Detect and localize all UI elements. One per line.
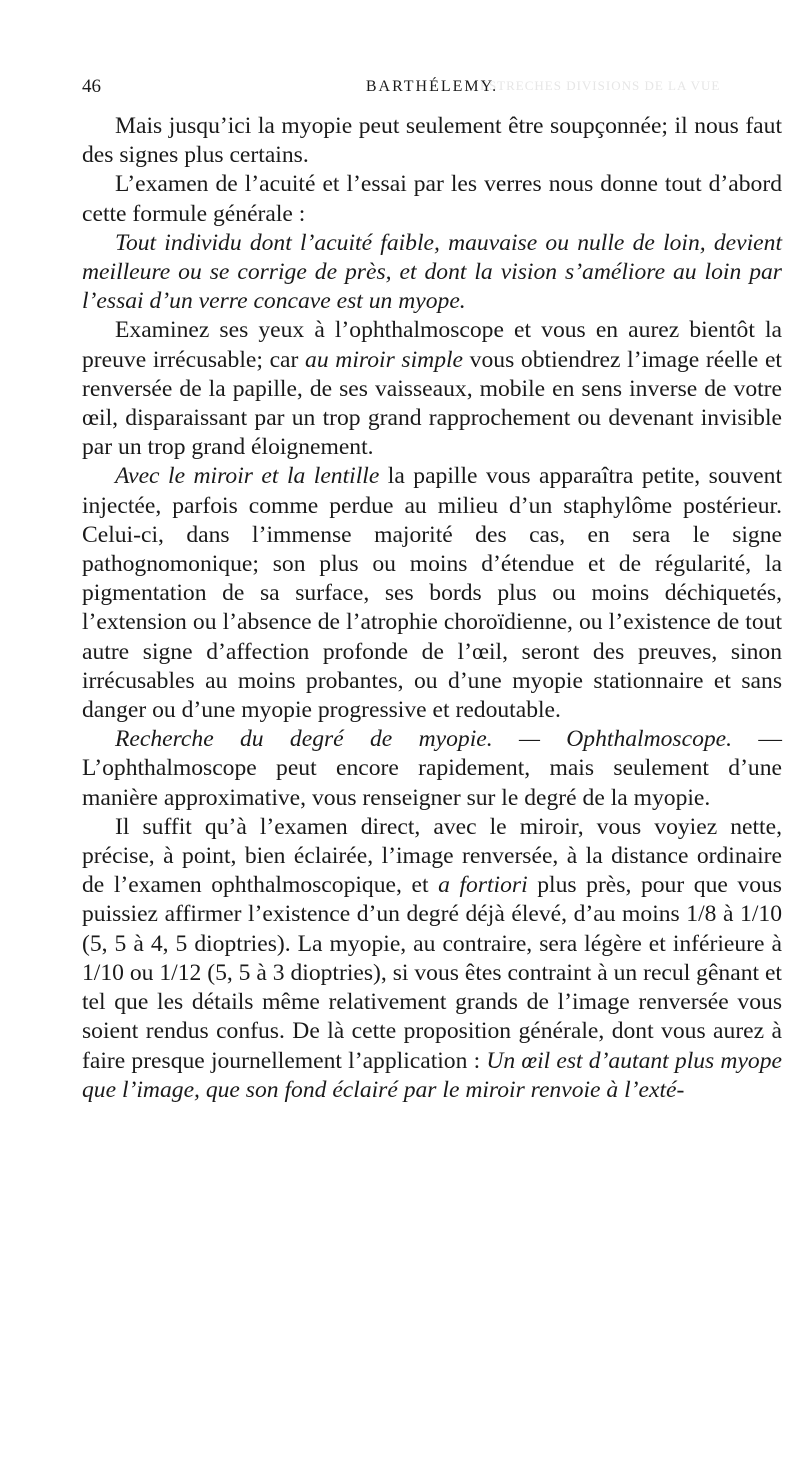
italic-text: Avec le miroir et la lentille <box>115 463 380 490</box>
italic-text: Tout individu dont l’acuité faible, mauvaise ou nulle de loin, devient meilleure ou se corrige de près, et dont la vision s’améliore au loin par l’essai d’un verre concave est un myope. <box>82 229 782 315</box>
text-run: vous obtiendrez l’image réelle et renversée de la papille, de ses vaisseaux, mobile en sens inverse de votre œil, disparaissant par un trop grand rapprochement ou devenant invisible par un trop grand éloignement. <box>82 346 782 461</box>
text-run: L’examen de l’acuité et l’essai par les verres nous donne tout d’abord cette formule générale : <box>82 171 782 227</box>
italic-text: Recherche du degré de myopie. — Ophthalmoscope. <box>115 726 733 753</box>
bleed-through-text: ESTRECHES DIVISIONS DE LA VUE <box>480 78 721 93</box>
text-run: — L’ophthalmoscope peut encore rapidement, mais seulement d’une manière approximative, vous renseigner sur le degré de la myopie. <box>82 726 782 811</box>
paragraph <box>82 229 782 317</box>
text-run: Mais jusqu’ici la myopie peut seulement être soupçonnée; il nous faut des signes plus certains. <box>82 113 782 169</box>
paragraph <box>82 316 782 462</box>
paragraph <box>82 112 782 170</box>
paragraph <box>82 462 782 725</box>
italic-text: Un œil est d’autant plus myope que l’image, que son fond éclairé par le miroir renvoie à l’exté- <box>82 1047 782 1103</box>
text-run: la papille vous apparaîtra petite, souvent injectée, parfois comme perdue au milieu d’un staphylôme postérieur. Celui-ci, dans l’immense majorité des cas, en sera le signe pathognomonique; son plus ou moins d’étendue et de régularité, la pigmentation de sa surface, ses bords plus ou moins déchiquetés, l’extension ou l’absence de l’atrophie choroïdienne, ou l’existence de tout autre signe d’affection profonde de l’œil, seront des preuves, sinon irrécusables au moins probantes, ou d’une myopie stationnaire et sans danger ou d’une myopie progressive et redoutable. <box>82 463 782 724</box>
italic-text: au miroir simple <box>305 346 464 373</box>
paragraph <box>82 725 782 813</box>
body-text <box>82 112 782 1105</box>
paragraph <box>82 170 782 228</box>
text-run: plus près, pour que vous puissiez affirmer l’existence d’un degré déjà élevé, d’au moins 1/8 à 1/10 (5, 5 à 4, 5 dioptries). La myopie, au contraire, sera légère et inférieure à 1/10 ou 1/12 (5, 5 à 3 dioptries), si vous êtes contraint à un recul gênant et tel que les détails même relativement grands de l’image renversée vous soient rendus confus. De là cette proposition générale, dont vous aurez à faire presque journellement l’application : <box>82 872 782 1074</box>
text-run: Examinez ses yeux à l’ophthalmoscope et vous en aurez bientôt la preuve irrécusable; car <box>82 317 782 373</box>
running-head: BARTHÉLEMY. <box>365 78 499 95</box>
italic-text: a fortiori <box>438 872 528 899</box>
text-run: Il suffit qu’à l’examen direct, avec le miroir, vous voyiez nette, précise, à point, bien éclairée, l’image renversée, à la distance ordinaire de l’examen ophthalmoscopique, et <box>82 813 782 899</box>
paragraph <box>82 813 782 1105</box>
page-header <box>82 72 782 102</box>
page-number: 46 <box>82 76 101 97</box>
